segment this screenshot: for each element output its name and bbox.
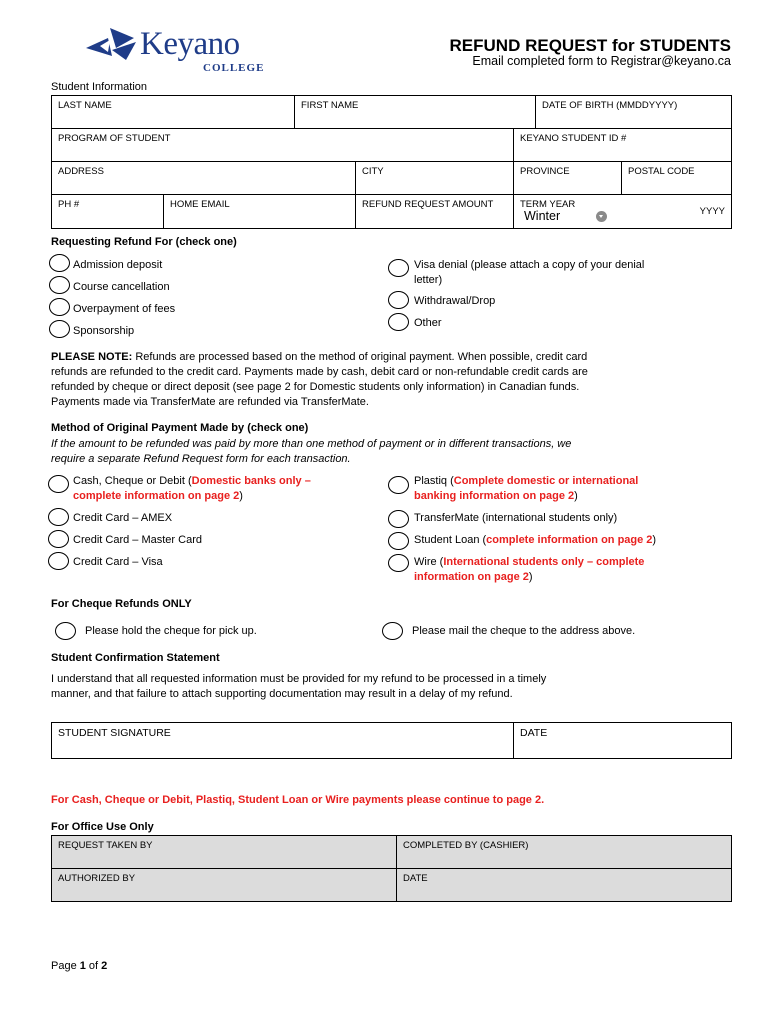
form-subtitle: Email completed form to Registrar@keyano.ca [472, 54, 731, 68]
radio-credit-mastercard[interactable] [48, 530, 69, 548]
completed-by-field[interactable] [396, 835, 732, 869]
radio-visa-denial[interactable] [388, 259, 409, 277]
continue-note: For Cash, Cheque or Debit, Plastiq, Student Loan or Wire payments please continue to page 2. [51, 794, 545, 806]
option-admission-deposit: Admission deposit [73, 259, 163, 271]
plastiq-note-red2: banking information on page 2 [414, 490, 575, 502]
cash-note-red2: complete information on page 2 [73, 490, 240, 502]
page-current: 1 [79, 960, 86, 972]
last-name-label: LAST NAME [58, 100, 112, 111]
first-name-label: FIRST NAME [301, 100, 359, 111]
city-field[interactable] [355, 161, 514, 195]
student-signature-field[interactable] [51, 722, 514, 759]
option-mail-cheque: Please mail the cheque to the address above. [412, 625, 636, 637]
office-date-label: DATE [403, 873, 428, 884]
authorized-by-field[interactable] [51, 868, 397, 902]
loan-close-paren: ) [652, 534, 657, 546]
request-taken-by-field[interactable] [51, 835, 397, 869]
confirmation-line2: manner, and that failure to attach supporting documentation may result in a delay of my refund. [51, 688, 513, 700]
radio-overpayment[interactable] [49, 298, 70, 316]
option-student-loan [414, 533, 656, 548]
option-plastiq [414, 474, 638, 504]
chevron-down-icon[interactable] [596, 211, 607, 222]
cash-close-paren: ) [239, 490, 243, 502]
home-email-field[interactable] [163, 194, 356, 229]
refund-for-heading: Requesting Refund For (check one) [51, 236, 237, 248]
office-use-heading: For Office Use Only [51, 821, 154, 833]
method-instructions-line2: require a separate Refund Request form for each transaction. [51, 453, 351, 465]
option-other: Other [414, 317, 442, 329]
postal-code-label: POSTAL CODE [628, 166, 695, 177]
province-field[interactable] [513, 161, 622, 195]
radio-credit-visa[interactable] [48, 552, 69, 570]
method-instructions [51, 437, 571, 467]
cash-label: Cash, Cheque or Debit ( [73, 475, 192, 487]
option-sponsorship: Sponsorship [73, 325, 135, 337]
option-wire [414, 555, 644, 585]
request-taken-by-label: REQUEST TAKEN BY [58, 840, 153, 851]
program-field[interactable] [51, 128, 514, 162]
loan-note-red: complete information on page 2 [486, 534, 653, 546]
radio-plastiq[interactable] [388, 476, 409, 494]
office-date-field[interactable] [396, 868, 732, 902]
completed-by-label: COMPLETED BY (CASHIER) [403, 840, 529, 851]
option-hold-cheque: Please hold the cheque for pick up. [85, 625, 257, 637]
confirmation-text [51, 672, 546, 702]
wire-label: Wire ( [414, 556, 444, 568]
please-note-line2: refunds are refunded to the credit card. Payments made by cash, debit card or non-refundable credit cards are [51, 366, 588, 378]
postal-code-field[interactable] [621, 161, 732, 195]
radio-mail-cheque[interactable] [382, 622, 403, 640]
city-label: CITY [362, 166, 384, 177]
logo-subtext: COLLEGE [203, 62, 265, 74]
term-select[interactable] [517, 208, 610, 224]
radio-student-loan[interactable] [388, 532, 409, 550]
option-transfermate: TransferMate (international students only) [414, 512, 618, 524]
radio-credit-amex[interactable] [48, 508, 69, 526]
signature-date-field[interactable] [513, 722, 732, 759]
province-label: PROVINCE [520, 166, 570, 177]
first-name-field[interactable] [294, 95, 536, 129]
year-input[interactable]: YYYY [699, 206, 725, 217]
term-select-value: Winter [524, 209, 561, 223]
please-note-line4: Payments made via TransferMate are refunded via TransferMate. [51, 396, 369, 408]
dob-field[interactable] [535, 95, 732, 129]
student-id-label: KEYANO STUDENT ID # [520, 133, 627, 144]
refund-amount-label: REFUND REQUEST AMOUNT [362, 199, 494, 210]
refund-amount-field[interactable] [355, 194, 514, 229]
radio-withdrawal[interactable] [388, 291, 409, 309]
please-note-line1: Refunds are processed based on the method of original payment. When possible, credit card [132, 351, 588, 363]
please-note-line3: refunded by cheque or direct deposit (see page 2 for Domestic students only information) in Canadian funds. [51, 381, 580, 393]
phone-field[interactable] [51, 194, 164, 229]
radio-cash-cheque-debit[interactable] [48, 475, 69, 493]
plastiq-close-paren: ) [574, 490, 578, 502]
keyano-logo [86, 26, 276, 76]
option-cash-cheque-debit [73, 474, 311, 504]
visa-denial-line2: letter) [414, 274, 443, 286]
last-name-field[interactable] [51, 95, 295, 129]
loan-label: Student Loan ( [414, 534, 487, 546]
address-label: ADDRESS [58, 166, 104, 177]
authorized-by-label: AUTHORIZED BY [58, 873, 136, 884]
radio-sponsorship[interactable] [49, 320, 70, 338]
phone-label: PH # [58, 199, 80, 210]
program-label: PROGRAM OF STUDENT [58, 133, 171, 144]
method-instructions-line1: If the amount to be refunded was paid by more than one method of payment or in different transactions, we [51, 438, 572, 450]
home-email-label: HOME EMAIL [170, 199, 230, 210]
wire-note-red2: information on page 2 [414, 571, 529, 583]
option-course-cancellation: Course cancellation [73, 281, 170, 293]
page-of: of [85, 960, 102, 972]
radio-hold-cheque[interactable] [55, 622, 76, 640]
address-field[interactable] [51, 161, 356, 195]
confirmation-line1: I understand that all requested information must be provided for my refund to be processed in a timely [51, 673, 547, 685]
plastiq-note-red1: Complete domestic or international [453, 475, 639, 487]
option-withdrawal: Withdrawal/Drop [414, 295, 496, 307]
form-title: REFUND REQUEST for STUDENTS [449, 36, 731, 55]
keyano-logo-icon [86, 28, 140, 62]
plastiq-label: Plastiq ( [414, 475, 454, 487]
method-heading: Method of Original Payment Made by (check one) [51, 422, 309, 434]
student-signature-label: STUDENT SIGNATURE [58, 727, 171, 739]
option-visa-denial [414, 258, 644, 288]
radio-transfermate[interactable] [388, 510, 409, 528]
visa-denial-line1: Visa denial (please attach a copy of your denial [414, 259, 645, 271]
dob-label: DATE OF BIRTH (MMDDYYYY) [542, 100, 678, 111]
wire-note-red1: International students only – complete [443, 556, 645, 568]
please-note [51, 350, 741, 410]
student-info-label: Student Information [51, 81, 148, 93]
cheque-heading: For Cheque Refunds ONLY [51, 598, 192, 610]
wire-close-paren: ) [528, 571, 533, 583]
page-number [51, 960, 107, 972]
confirmation-heading: Student Confirmation Statement [51, 652, 220, 664]
radio-wire[interactable] [388, 554, 409, 572]
radio-admission-deposit[interactable] [49, 254, 70, 272]
term-year-label: TERM YEAR [520, 199, 576, 210]
radio-other[interactable] [388, 313, 409, 331]
please-note-label: PLEASE NOTE: [51, 351, 133, 363]
radio-course-cancellation[interactable] [49, 276, 70, 294]
page-prefix: Page [51, 960, 80, 972]
signature-date-label: DATE [520, 727, 548, 739]
option-overpayment: Overpayment of fees [73, 303, 176, 315]
cash-note-red1: Domestic banks only – [191, 475, 311, 487]
page-total: 2 [101, 960, 108, 972]
logo-wordmark: Keyano [140, 26, 240, 62]
option-credit-visa: Credit Card – Visa [73, 556, 163, 568]
student-id-field[interactable] [513, 128, 732, 162]
option-credit-amex: Credit Card – AMEX [73, 512, 173, 524]
option-credit-mastercard: Credit Card – Master Card [73, 534, 202, 546]
